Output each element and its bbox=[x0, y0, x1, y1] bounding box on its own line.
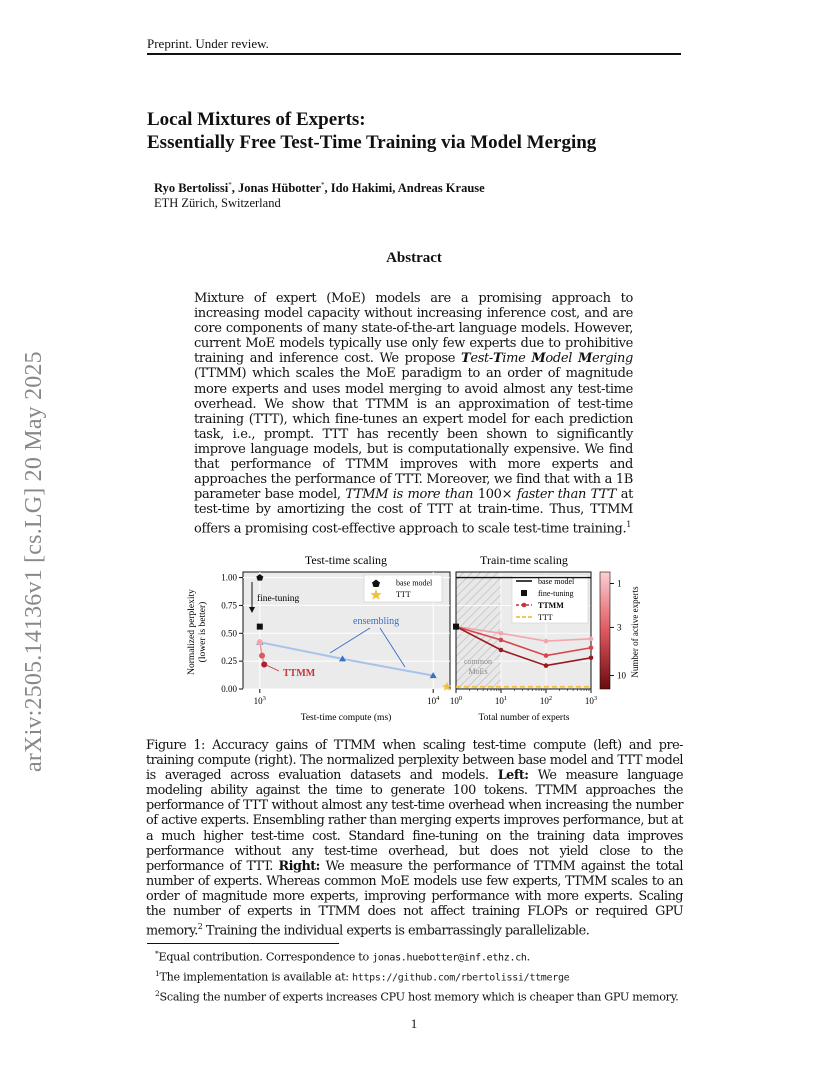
left-x-ticks bbox=[254, 689, 440, 706]
colorbar bbox=[600, 572, 610, 689]
header-rule bbox=[147, 53, 681, 55]
author-3: Ido Hakimi bbox=[330, 181, 393, 196]
shaded-label-moes: MoEs bbox=[468, 667, 488, 676]
left-legend-base-model: base model bbox=[396, 578, 433, 588]
arxiv-stamp: arXiv:2505.14136v1 [cs.LG] 20 May 2025 bbox=[21, 351, 47, 772]
left-chart-title: Test-time scaling bbox=[304, 553, 388, 567]
affiliation: ETH Zürich, Switzerland bbox=[154, 196, 281, 210]
shaded-label-common: common bbox=[464, 657, 492, 666]
colorbar-label: Number of active experts bbox=[630, 586, 640, 678]
annotation-ensembling: ensembling bbox=[353, 616, 400, 627]
right-legend-ttt: TTT bbox=[538, 613, 553, 622]
footnote-equal-contribution: *Equal contribution. Correspondence to jonas.huebotter@inf.ethz.ch. bbox=[155, 949, 530, 964]
right-ttmm-dot bbox=[544, 653, 549, 658]
right-ttmm-dot bbox=[589, 637, 594, 642]
right-ttmm-dot bbox=[499, 638, 504, 643]
annotation-ttmm: TTMM bbox=[283, 668, 316, 679]
right-chart-title: Train-time scaling bbox=[480, 553, 568, 567]
figure-caption: Figure 1: Accuracy gains of TTMM when scaling test-time compute (left) and pre-training compute (right). The normalized perplexity between base model and TTT model is averaged across evaluation datasets and models. Left: We measure language modeling ability against the time to generate 100 tokens. TTMM approaches the performance of TTT without almost any test-time overhead when increasing the number of active experts. Ensembling rather than merging experts improves performance, but at a much higher test-time cost. Standard fine-tuning on the training data improves performance without any test-time overhead, but does not yield close to the performance of TTT. Right: We measure the performance of TTMM against the total number of experts. Whereas common MoE models use few experts, TTMM scales to an order of magnitude more experts, improving performance with more experts. Scaling the number of experts in TTMM does not affect training FLOPs or required GPU memory.$^2$ Training the individual experts is embarrassingly parallelizable. bbox=[146, 738, 684, 939]
correspondence-email[interactable]: jonas.huebotter@inf.ethz.ch bbox=[372, 952, 527, 964]
author-4: Andreas Krause bbox=[397, 181, 485, 196]
title-line-2: Essentially Free Test-Time Training via Model Merging bbox=[147, 132, 597, 153]
ttmm-dot bbox=[261, 661, 267, 667]
left-xtick-label: $10^4$ bbox=[427, 695, 440, 706]
right-xlabel: Total number of experts bbox=[478, 713, 570, 723]
colorbar-ticks bbox=[610, 579, 627, 681]
footnote-ref-2: 2 bbox=[197, 922, 203, 932]
right-ttmm-dot bbox=[499, 631, 504, 636]
left-panel bbox=[187, 553, 452, 723]
right-ttmm-dot bbox=[589, 645, 594, 650]
right-panel bbox=[450, 553, 640, 723]
running-header: Preprint. Under review. bbox=[147, 36, 269, 51]
left-ytick-label: 0.50 bbox=[221, 628, 237, 639]
colorbar-tick-label: 3 bbox=[617, 622, 622, 633]
right-xtick-label: $10^3$ bbox=[584, 695, 598, 706]
page-number: 1 bbox=[410, 1016, 418, 1031]
colorbar-tick-label: 10 bbox=[617, 670, 626, 681]
ttmm-dot bbox=[259, 653, 265, 659]
left-ylabel-line1: Normalized perplexity bbox=[187, 589, 197, 675]
right-xtick-label: $10^1$ bbox=[494, 695, 508, 706]
right-finetuning-square bbox=[453, 624, 459, 630]
left-ytick-label: 0.25 bbox=[221, 656, 237, 667]
legend-square-icon bbox=[521, 590, 527, 596]
github-link[interactable]: https://github.com/rbertolissi/ttmerge bbox=[352, 972, 570, 984]
right-legend-finetuning: fine-tuning bbox=[538, 589, 574, 598]
right-ttmm-dot bbox=[544, 663, 549, 668]
author-list: Ryo Bertolissi*, Jonas Hübotter*, Ido Hakimi, Andreas Krause bbox=[154, 181, 485, 196]
right-legend-ttmm: TTMM bbox=[538, 601, 564, 610]
finetuning-square bbox=[257, 624, 263, 630]
right-ttmm-dot bbox=[499, 648, 504, 653]
footnotes bbox=[155, 946, 695, 1005]
left-y-ticks bbox=[221, 573, 243, 694]
figure-1 bbox=[180, 550, 650, 730]
title-line-1: Local Mixtures of Experts: bbox=[147, 109, 366, 130]
footnote-1: $^1$The implementation is available at: https://github.com/rbertolissi/ttmerge bbox=[155, 969, 570, 984]
left-ytick-label: 0.75 bbox=[221, 600, 237, 611]
author-2: Jonas Hübotter bbox=[237, 181, 321, 196]
legend-ttmm-dot-icon bbox=[522, 603, 527, 608]
colorbar-tick-label: 1 bbox=[617, 578, 622, 589]
left-xlabel: Test-time compute (ms) bbox=[300, 713, 392, 723]
left-ylabel-line2: (lower is better) bbox=[198, 601, 208, 663]
left-ytick-label: 0.00 bbox=[221, 684, 237, 694]
footnote-rule bbox=[147, 943, 339, 944]
right-xtick-label: $10^0$ bbox=[449, 695, 463, 706]
equal-contrib-mark: * bbox=[320, 181, 325, 189]
ttmm-dot bbox=[257, 639, 263, 645]
left-ytick-label: 1.00 bbox=[221, 572, 237, 583]
footnote-2: $^2$Scaling the number of experts increases CPU host memory which is cheaper than GPU memory. bbox=[155, 989, 679, 1004]
abstract-body: Mixture of expert (MoE) models are a promising approach to increasing model capacity without increasing inference cost, and are core components of many state-of-the-art language models. However, current MoE models typically use only few experts due to prohibitive training and inference cost. We propose Test-Time Model Merging (TTMM) which scales the MoE paradigm to an order of magnitude more experts and uses model merging to avoid almost any test-time overhead. We show that TTMM is an approximation of test-time training (TTT), which fine-tunes an expert model for each prediction task, i.e., prompt. TTT has recently been shown to significantly improve language models, but is computationally expensive. We find that performance of TTMM improves with more experts and approaches the performance of TTT. Moreover, we find that with a 1B parameter base model, TTMM is more than 100× faster than TTT at test-time by amortizing the cost of TTT at train-time. Thus, TTMM offers a promising cost-effective approach to scale test-time training.$^1$ bbox=[194, 291, 633, 537]
right-ttmm-dot bbox=[589, 656, 594, 661]
abstract-heading: Abstract bbox=[386, 250, 442, 266]
left-legend-ttt: TTT bbox=[396, 590, 411, 599]
author-1: Ryo Bertolissi bbox=[154, 181, 229, 196]
left-xtick-label: $10^3$ bbox=[253, 695, 266, 706]
equal-contrib-mark: * bbox=[228, 181, 232, 189]
right-legend-base-model: base model bbox=[538, 577, 575, 586]
right-xtick-label: $10^2$ bbox=[539, 695, 553, 706]
footnote-ref-1: 1 bbox=[626, 520, 631, 530]
paper-title bbox=[147, 108, 596, 154]
annotation-finetuning: fine-tuning bbox=[257, 594, 300, 604]
right-ttmm-dot bbox=[544, 639, 549, 644]
right-x-ticks bbox=[450, 689, 597, 706]
